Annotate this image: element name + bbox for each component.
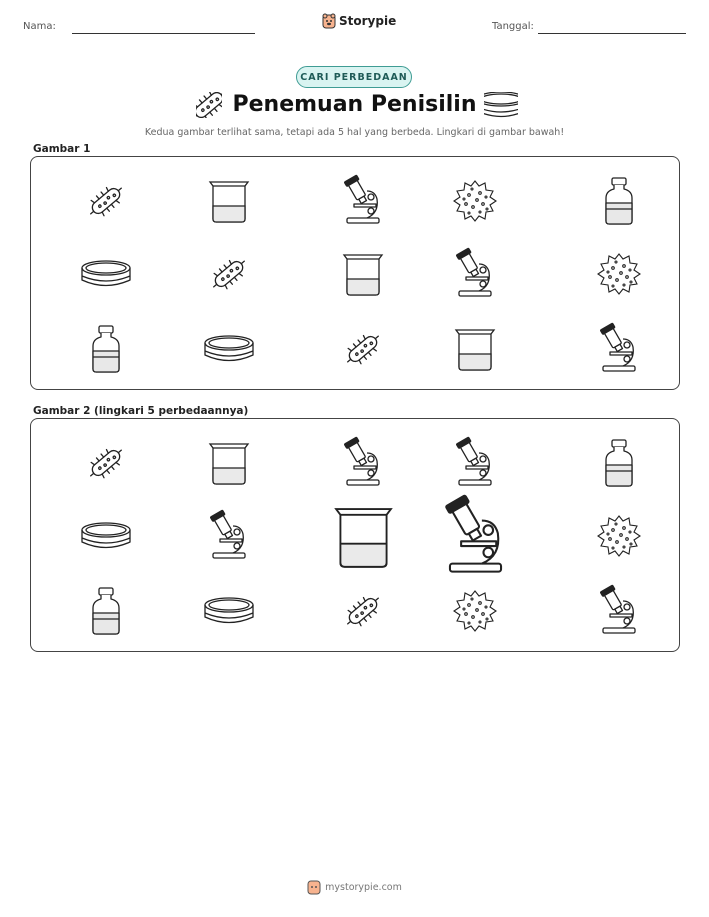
footer xyxy=(0,879,709,895)
vial-icon xyxy=(80,323,132,375)
petri-dish-icon xyxy=(80,248,132,300)
mascot-icon xyxy=(322,13,336,29)
date-label: Tanggal: xyxy=(492,21,534,32)
mold-spore-icon xyxy=(593,248,645,300)
mold-spore-icon xyxy=(449,175,501,227)
mold-spore-icon xyxy=(449,585,501,637)
petri-dish-icon xyxy=(484,92,518,122)
microscope-icon xyxy=(434,495,517,578)
beaker-icon xyxy=(449,323,501,375)
name-field[interactable] xyxy=(72,33,255,34)
vial-icon xyxy=(80,585,132,637)
microscope-icon xyxy=(203,510,255,562)
beaker-icon xyxy=(337,248,389,300)
page-title: Penemuan Penisilin xyxy=(232,92,477,117)
picture-1-panel xyxy=(30,156,680,390)
microscope-icon xyxy=(449,248,501,300)
bacteria-icon xyxy=(337,323,389,375)
bacteria-icon xyxy=(80,175,132,227)
section-label-picture-2: Gambar 2 (lingkari 5 perbedaannya) xyxy=(33,405,249,417)
microscope-icon xyxy=(593,323,645,375)
microscope-icon xyxy=(337,175,389,227)
mascot-icon xyxy=(307,879,321,895)
section-label-picture-1: Gambar 1 xyxy=(33,143,91,155)
beaker-icon xyxy=(326,499,401,574)
brand-logo xyxy=(322,13,396,29)
bacteria-icon xyxy=(203,248,255,300)
beaker-icon xyxy=(203,175,255,227)
bacteria-icon xyxy=(80,437,132,489)
picture-2-panel xyxy=(30,418,680,652)
date-field[interactable] xyxy=(538,33,686,34)
petri-dish-icon xyxy=(203,323,255,375)
mold-spore-icon xyxy=(593,510,645,562)
petri-dish-icon xyxy=(80,510,132,562)
beaker-icon xyxy=(203,437,255,489)
petri-dish-icon xyxy=(203,585,255,637)
activity-badge: CARI PERBEDAAN xyxy=(296,66,412,88)
vial-icon xyxy=(593,175,645,227)
brand-name: Storypie xyxy=(339,14,397,28)
microscope-icon xyxy=(337,437,389,489)
name-label: Nama: xyxy=(23,21,56,32)
footer-url: mystorypie.com xyxy=(325,881,402,893)
bacteria-icon xyxy=(337,585,389,637)
instructions: Kedua gambar terlihat sama, tetapi ada 5 hal yang berbeda. Lingkari di gambar bawah! xyxy=(144,127,565,138)
vial-icon xyxy=(593,437,645,489)
microscope-icon xyxy=(449,437,501,489)
microscope-icon xyxy=(593,585,645,637)
